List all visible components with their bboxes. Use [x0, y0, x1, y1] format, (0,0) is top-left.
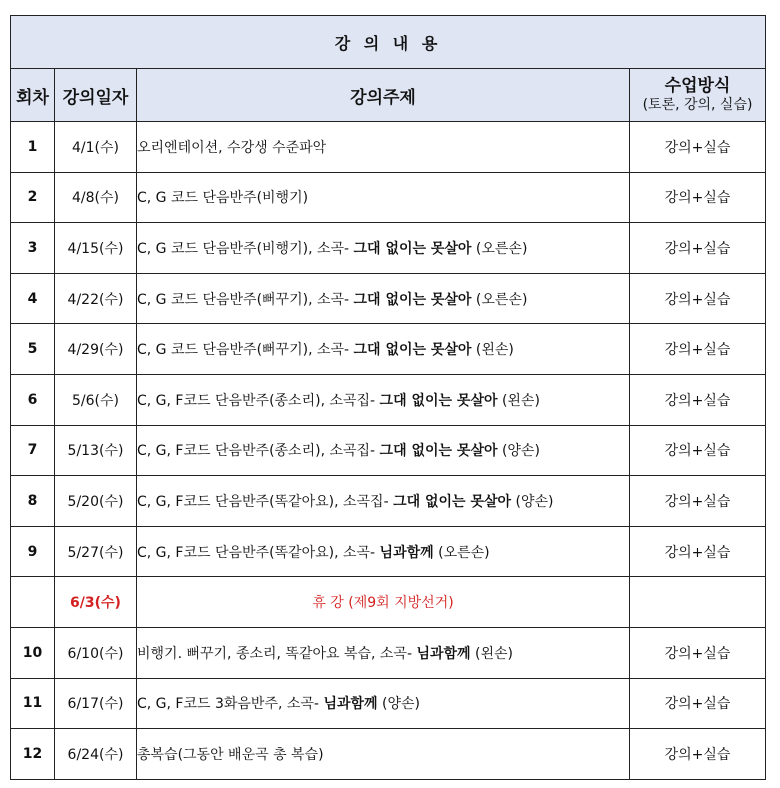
header-session: 회차: [11, 69, 55, 122]
topic-text: C, G 코드 단음반주(뻐꾸기), 소곡-: [137, 342, 354, 359]
topic-text: C, G, F코드 단음반주(종소리), 소곡집-: [137, 443, 380, 460]
hand-note: (양손): [511, 493, 554, 510]
session-number: [11, 577, 55, 628]
table-row: [11, 526, 766, 577]
lecture-date: 6/24(수): [55, 729, 137, 780]
song-title: 그대 없이는 못살아: [353, 240, 472, 257]
header-date: 강의일자: [55, 69, 137, 122]
lecture-topic: [137, 425, 630, 476]
lecture-method: 강의+실습: [630, 729, 766, 780]
topic-text: 휴 강 (제9회 지방선거): [312, 595, 454, 612]
song-title: 그대 없이는 못살아: [379, 443, 498, 460]
song-title: 그대 없이는 못살아: [379, 392, 498, 409]
lecture-topic: [137, 324, 630, 375]
table-row: [11, 172, 766, 223]
lecture-method: 강의+실습: [630, 223, 766, 274]
lecture-date: 5/20(수): [55, 476, 137, 527]
lecture-topic: [137, 476, 630, 527]
lecture-topic: [137, 273, 630, 324]
table-row: [11, 425, 766, 476]
topic-text: 오리엔테이션, 수강생 수준파악: [137, 139, 327, 156]
hand-note: (양손): [377, 696, 420, 713]
topic-text: C, G, F코드 단음반주(똑같아요), 소곡-: [137, 544, 380, 561]
lecture-date: 5/27(수): [55, 526, 137, 577]
lecture-method: 강의+실습: [630, 476, 766, 527]
song-title: 그대 없이는 못살아: [393, 493, 512, 510]
table-row: [11, 476, 766, 527]
lecture-topic: [137, 526, 630, 577]
lecture-topic: [137, 729, 630, 780]
table-row: [11, 122, 766, 173]
lecture-topic: [137, 627, 630, 678]
session-number: 6: [11, 374, 55, 425]
song-title: 그대 없이는 못살아: [353, 342, 472, 359]
song-title: 님과함께: [323, 696, 378, 713]
header-method-label: 수업방식: [664, 75, 731, 96]
lecture-date: 5/6(수): [55, 374, 137, 425]
lecture-schedule-table: [10, 15, 766, 780]
lecture-topic: [137, 374, 630, 425]
table-row: [11, 678, 766, 729]
table-row: [11, 374, 766, 425]
hand-note: (오른손): [433, 544, 490, 561]
table-row: [11, 627, 766, 678]
session-number: 10: [11, 627, 55, 678]
lecture-method: 강의+실습: [630, 526, 766, 577]
holiday-row: [11, 577, 766, 628]
song-title: 그대 없이는 못살아: [353, 291, 472, 308]
lecture-topic: [137, 577, 630, 628]
lecture-topic: [137, 223, 630, 274]
header-method-sub: (토론, 강의, 실습): [642, 96, 753, 113]
session-number: 8: [11, 476, 55, 527]
hand-note: (왼손): [497, 392, 540, 409]
session-number: 5: [11, 324, 55, 375]
lecture-date: 5/13(수): [55, 425, 137, 476]
session-number: 2: [11, 172, 55, 223]
table-title: 강 의 내 용: [11, 16, 766, 69]
lecture-topic: [137, 122, 630, 173]
table-row: [11, 324, 766, 375]
hand-note: (왼손): [471, 342, 514, 359]
session-number: 12: [11, 729, 55, 780]
lecture-method: 강의+실습: [630, 273, 766, 324]
hand-note: (양손): [497, 443, 540, 460]
lecture-topic: [137, 172, 630, 223]
topic-text: 비행기. 뻐꾸기, 종소리, 똑같아요 복습, 소곡-: [137, 645, 417, 662]
lecture-method: [630, 577, 766, 628]
lecture-date: 4/29(수): [55, 324, 137, 375]
topic-text: C, G, F코드 단음반주(종소리), 소곡집-: [137, 392, 380, 409]
topic-text: C, G, F코드 단음반주(똑같아요), 소곡집-: [137, 493, 394, 510]
lecture-method: 강의+실습: [630, 324, 766, 375]
table-row: [11, 223, 766, 274]
session-number: 1: [11, 122, 55, 173]
topic-text: 총복습(그동안 배운곡 총 복습): [137, 746, 324, 763]
lecture-method: 강의+실습: [630, 425, 766, 476]
lecture-method: 강의+실습: [630, 678, 766, 729]
hand-note: (오른손): [471, 291, 528, 308]
song-title: 님과함께: [416, 645, 471, 662]
session-number: 11: [11, 678, 55, 729]
topic-text: C, G 코드 단음반주(비행기): [137, 190, 309, 207]
lecture-topic: [137, 678, 630, 729]
lecture-method: 강의+실습: [630, 374, 766, 425]
song-title: 님과함께: [379, 544, 434, 561]
topic-text: C, G 코드 단음반주(뻐꾸기), 소곡-: [137, 291, 354, 308]
session-number: 3: [11, 223, 55, 274]
session-number: 4: [11, 273, 55, 324]
lecture-date: 6/3(수): [55, 577, 137, 628]
hand-note: (오른손): [471, 240, 528, 257]
session-number: 7: [11, 425, 55, 476]
lecture-method: 강의+실습: [630, 627, 766, 678]
lecture-date: 4/22(수): [55, 273, 137, 324]
topic-text: C, G 코드 단음반주(비행기), 소곡-: [137, 240, 354, 257]
lecture-method: 강의+실습: [630, 122, 766, 173]
hand-note: (왼손): [470, 645, 514, 662]
lecture-method: 강의+실습: [630, 172, 766, 223]
lecture-date: 6/10(수): [55, 627, 137, 678]
table-row: [11, 273, 766, 324]
lecture-date: 4/8(수): [55, 172, 137, 223]
lecture-date: 6/17(수): [55, 678, 137, 729]
lecture-date: 4/15(수): [55, 223, 137, 274]
topic-text: C, G, F코드 3화음반주, 소곡-: [137, 696, 324, 713]
table-row: [11, 729, 766, 780]
header-method: [630, 69, 766, 122]
header-topic: 강의주제: [137, 69, 630, 122]
session-number: 9: [11, 526, 55, 577]
lecture-date: 4/1(수): [55, 122, 137, 173]
